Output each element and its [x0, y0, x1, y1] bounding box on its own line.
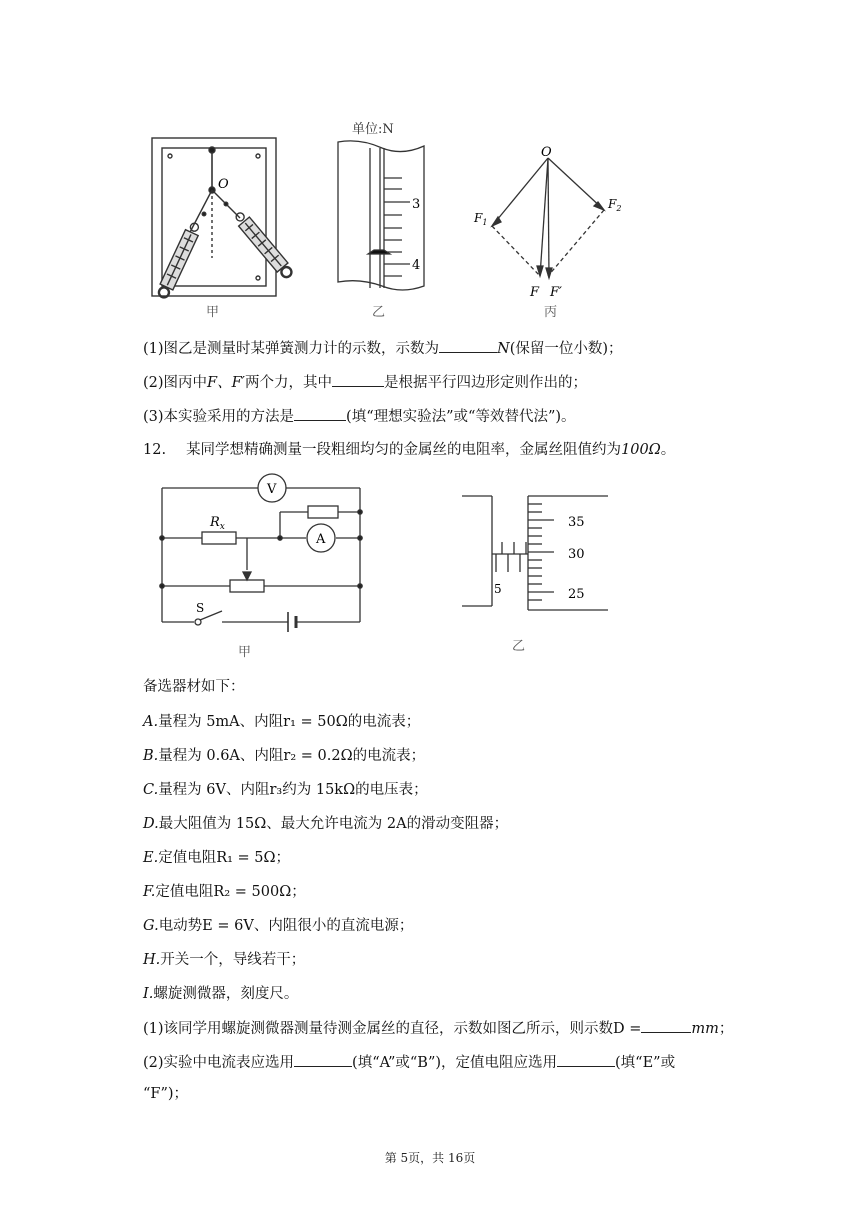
ammeter-label: A [316, 532, 326, 547]
micrometer-mark-25: 25 [568, 587, 585, 602]
micrometer-mark-5: 5 [494, 582, 502, 596]
rx-label: $R_x$ [210, 515, 225, 532]
equip-item: A.量程为 5mA、内阻r₁ = 50Ω的电流表； [143, 714, 421, 730]
micrometer-reading [462, 496, 608, 610]
equip-item: C.量程为 6V、内阻r₃约为 15kΩ的电压表； [143, 782, 428, 798]
point-o-label: O [218, 177, 229, 192]
answer-blank[interactable] [641, 1018, 691, 1033]
q11-part1: (1)图乙是测量时某弹簧测力计的示数，示数为 N(保留一位小数)； [143, 338, 623, 359]
switch-label: S [196, 601, 205, 615]
figure-experiment-force [140, 118, 640, 328]
label-jia-1: 甲 [206, 305, 220, 320]
q11-part3: (3)本实验采用的方法是 (填“理想实验法”或“等效替代法”)。 [143, 406, 576, 427]
answer-blank[interactable] [439, 338, 497, 353]
q12-part2: (2)实验中电流表应选用 (填“A”或“B”)，定值电阻应选用 (填“E”或 [143, 1052, 675, 1073]
circuit-diagram [160, 474, 362, 632]
q11-part2: (2)图丙中F、F′两个力，其中 是根据平行四边形定则作出的； [143, 372, 587, 393]
q12-part1: (1)该同学用螺旋测微器测量待测金属丝的直径，示数如图乙所示，则示数D = mm； [143, 1018, 733, 1039]
voltmeter-label: V [267, 482, 277, 497]
f1-label: $F_1$ [474, 211, 488, 227]
equip-item: F.定值电阻R₂ = 500Ω； [143, 884, 306, 900]
micrometer-mark-35: 35 [568, 515, 585, 530]
q12-part2-cont: “F”)； [143, 1086, 189, 1102]
page-footer: 第 5页，共 16页 [384, 1151, 476, 1165]
label-yi-2: 乙 [512, 639, 526, 654]
answer-blank[interactable] [332, 372, 384, 387]
scale-mark-4: 4 [412, 258, 421, 273]
f2-label: $F_2$ [608, 197, 622, 213]
q12-stem: 12. 某同学想精确测量一段粗细均匀的金属丝的电阻率，金属丝阻值约为100Ω。 [143, 442, 676, 458]
label-yi-1: 乙 [372, 305, 386, 320]
unit-label: 单位:N [352, 122, 394, 137]
fprime-label: F′ [550, 285, 562, 300]
equip-title: 备选器材如下： [143, 679, 245, 695]
answer-blank[interactable] [557, 1052, 615, 1067]
f-label: F [530, 285, 540, 300]
force-diagram [492, 158, 604, 278]
label-bing-1: 丙 [544, 305, 558, 320]
answer-blank[interactable] [294, 1052, 352, 1067]
equip-item: G.电动势E = 6V、内阻很小的直流电源； [143, 918, 414, 934]
scale-mark-3: 3 [412, 197, 421, 212]
equip-item: B.量程为 0.6A、内阻r₂ = 0.2Ω的电流表； [143, 748, 426, 764]
point-o-label-bing: O [541, 145, 552, 160]
label-jia-2: 甲 [238, 645, 252, 660]
equip-item: H.开关一个，导线若干； [143, 952, 306, 968]
answer-blank[interactable] [294, 406, 346, 421]
figure-circuit-micrometer [150, 470, 620, 665]
equip-item: I.螺旋测微器，刻度尺。 [143, 986, 299, 1002]
micrometer-mark-30: 30 [568, 547, 585, 562]
apparatus-board [152, 138, 295, 300]
equip-item: E.定值电阻R₁ = 5Ω； [143, 850, 291, 866]
equip-item: D.最大阻值为 15Ω、最大允许电流为 2A的滑动变阻器； [143, 816, 509, 832]
